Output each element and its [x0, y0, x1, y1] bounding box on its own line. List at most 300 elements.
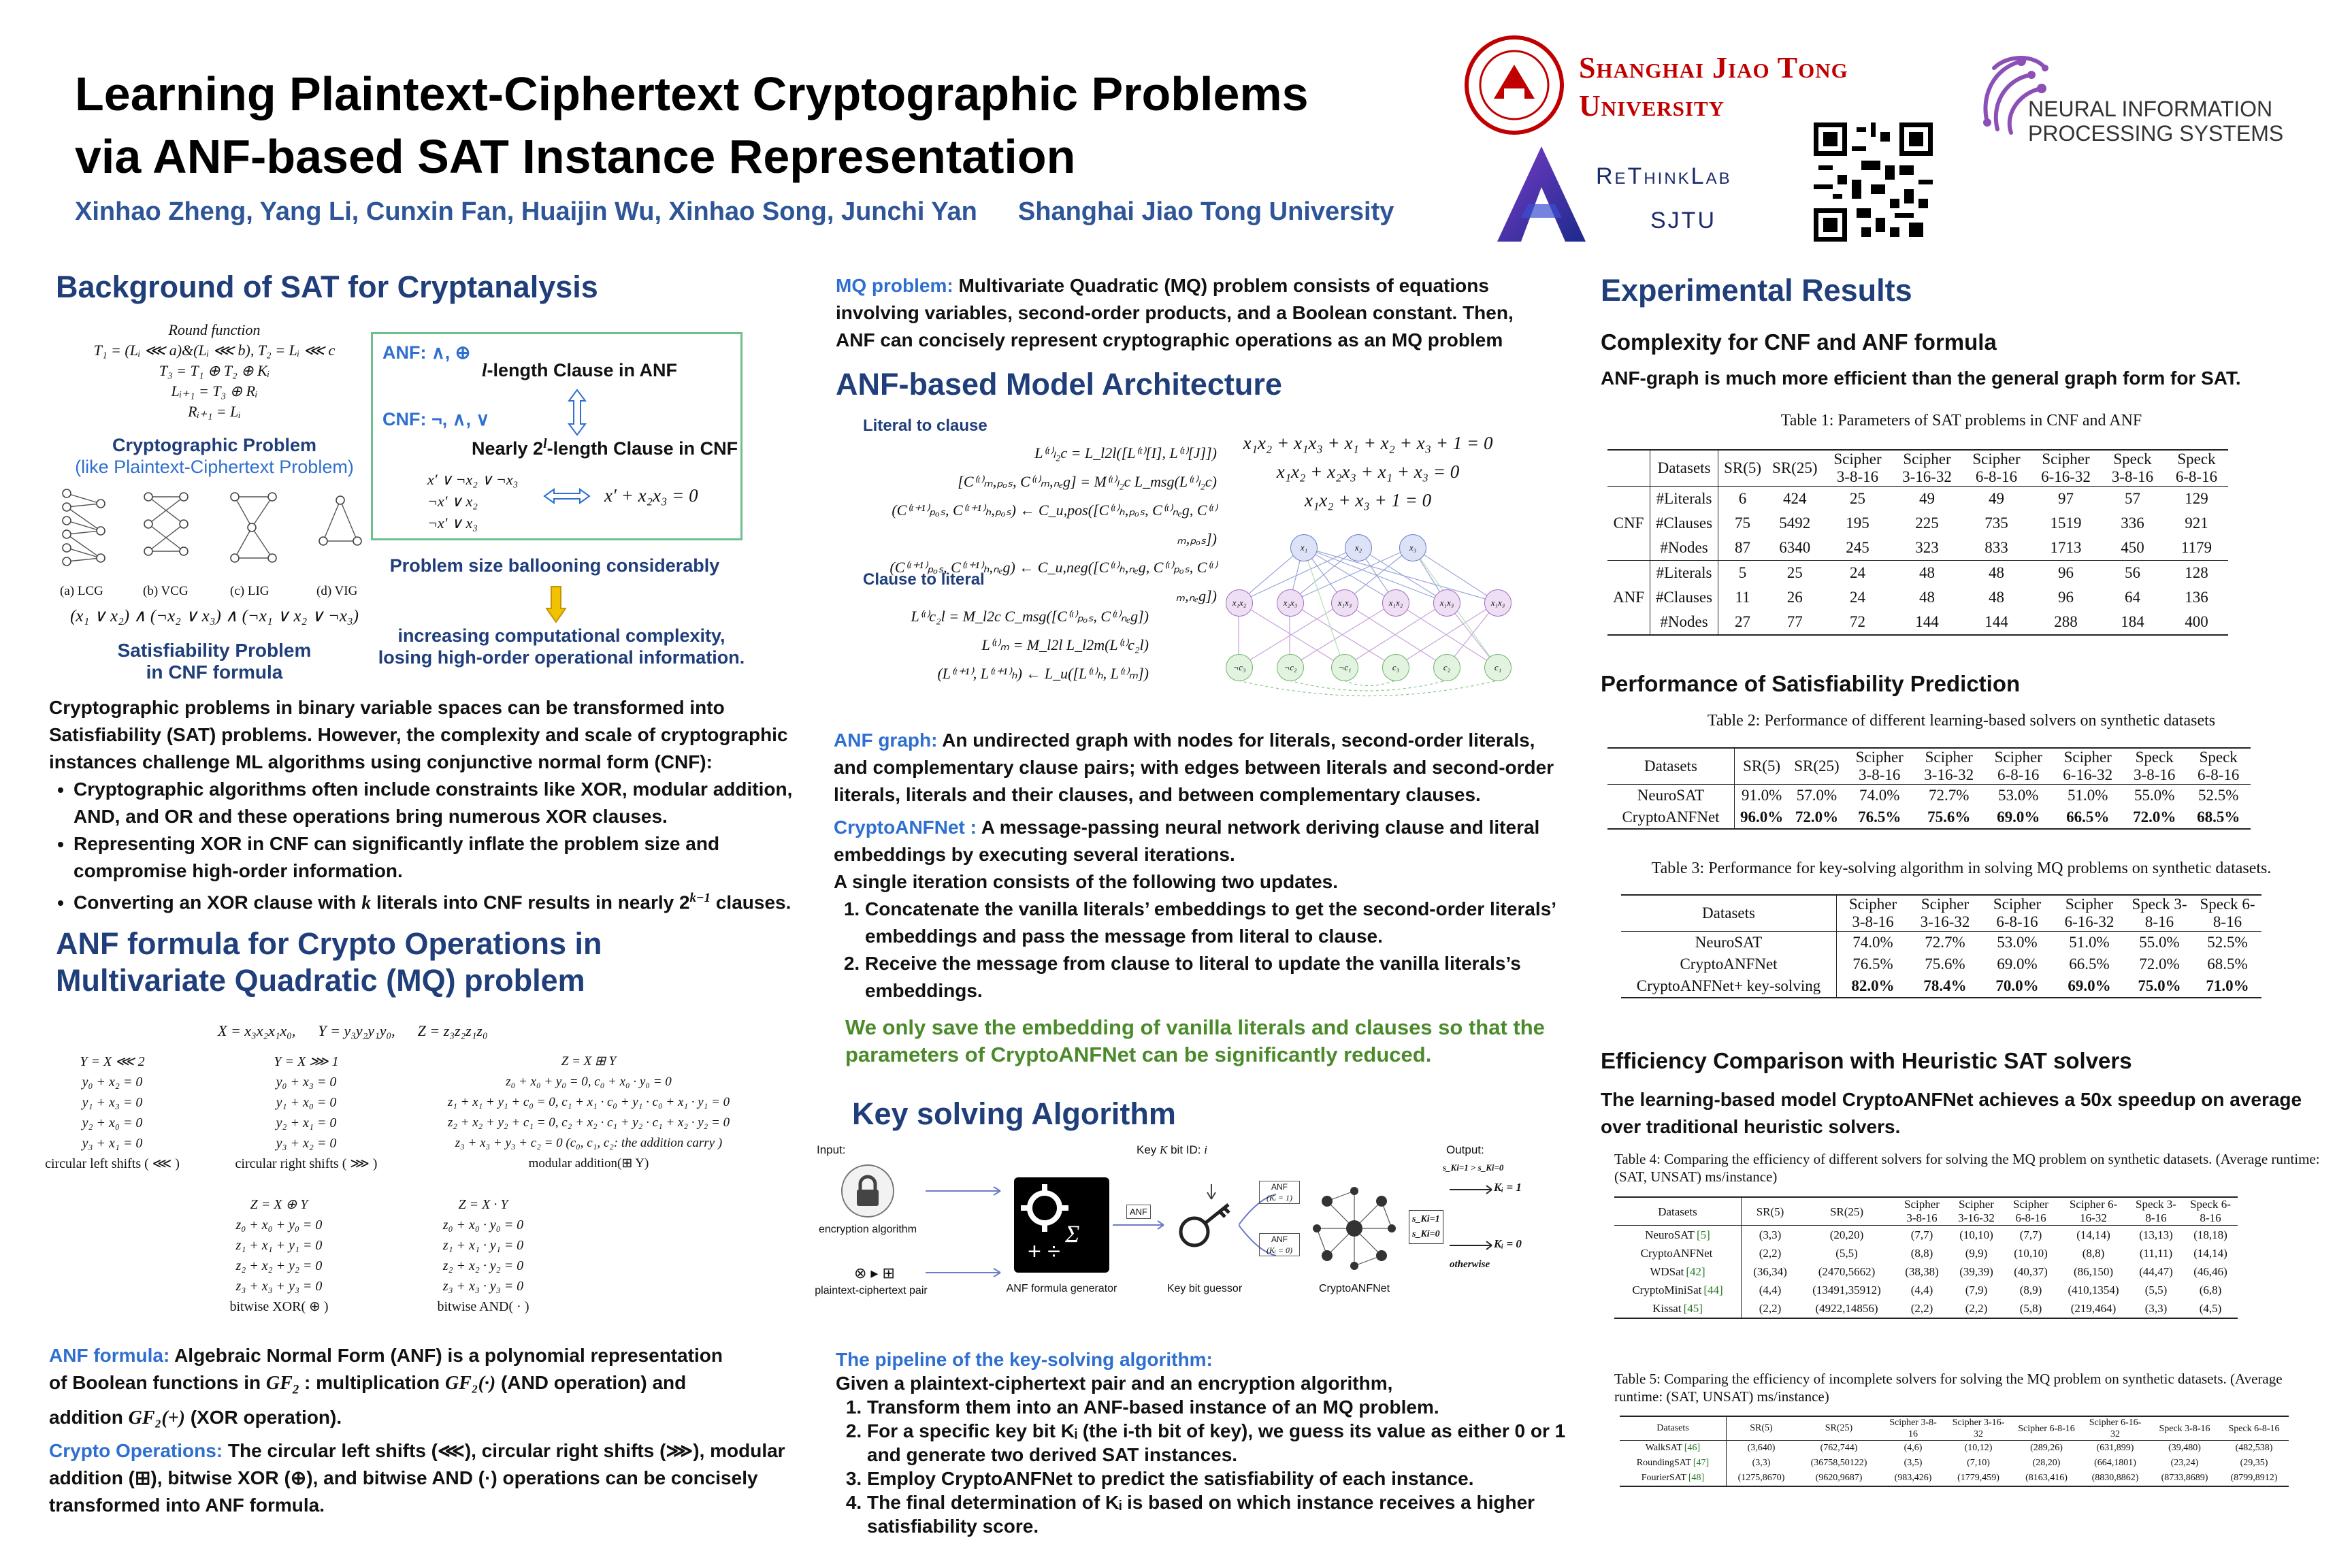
anf-formula-text	[49, 1342, 811, 1519]
table5-cell: (1275,8670)	[1727, 1471, 1797, 1486]
table5-cell: (983,426)	[1882, 1471, 1944, 1486]
table1-anf-cell: 24	[1849, 564, 1865, 581]
table4-cell: (219,464)	[2058, 1299, 2129, 1318]
graph-top-node-1: x₁	[1290, 534, 1318, 561]
right-shift-eq-4: y₃ + x₂ = 0	[276, 1136, 337, 1151]
background-intro: Cryptographic problems in binary variable spaces can be transformed into Satisfiability (SAT) problems. However, the complexity and scale of cryptographic instances challenge ML algorithms using conjunctive normal form (CNF):	[49, 697, 788, 772]
mq-example-equations	[1211, 429, 1524, 514]
ks-arrows-to-gen	[926, 1177, 1014, 1279]
right-shift-eq-3: y₂ + x₁ = 0	[276, 1115, 337, 1130]
table3-cell: 75.0%	[2125, 975, 2193, 998]
anf-graph-para	[834, 727, 1569, 808]
ks-anf-k0	[1259, 1233, 1300, 1256]
lock-icon	[840, 1164, 895, 1218]
table5-col-1: SR(5)	[1727, 1416, 1797, 1441]
table4-col-3: Scipher 3-8-16	[1895, 1197, 1949, 1226]
ks-key-bit-i: i	[1204, 1143, 1207, 1156]
cryptoanfnet-text: A message-passing neural network deriving clause and literal embeddings by executing several iterations.	[834, 817, 1540, 865]
table4-citation[interactable]: [44]	[1703, 1284, 1723, 1296]
qr-code[interactable]	[1814, 122, 1933, 242]
table1-cnf-cell: 323	[1892, 536, 1961, 561]
table5-citation[interactable]: [46]	[1684, 1443, 1701, 1453]
crypto-ops-text: The circular left shifts (⋘), circular right shifts (⋙), modular addition (⊞), bitwise XOR (⊕), and bitwise AND (·) operations can be concisely transformed into ANF formula.	[49, 1439, 785, 1516]
table3-cell: 66.5%	[2069, 956, 2110, 973]
table1-anf-cell: 72	[1823, 610, 1892, 635]
table4-cell: (2,2)	[1949, 1299, 2004, 1318]
sjtu-seal-icon	[1463, 34, 1565, 136]
l2c-eq-3: (C⁽ᵗ⁺¹⁾ₚₒₛ, C⁽ᵗ⁺¹⁾ₕ,ₚₒₛ) ← C_u,pos([C⁽ᵗ⁾ₕ,ₚₒₛ, C⁽ᵗ⁾ₙₑg, C⁽ᵗ⁾ₘ,ₚₒₛ])	[892, 502, 1217, 547]
anf-clause-note	[482, 360, 677, 381]
table5-col-4: Scipher 3-16-32	[1944, 1416, 2012, 1441]
table2-col-1: SR(5)	[1735, 748, 1789, 785]
ks-anf-k0-title: ANF	[1271, 1235, 1288, 1244]
table1-anf-cell: 27	[1718, 610, 1767, 635]
round-eq-3: Lᵢ₊₁ = T₃ ⊕ Rᵢ	[171, 382, 258, 399]
table1-cnf-cell: 129	[2185, 490, 2208, 507]
table5-col-6: Scipher 6-16-32	[2080, 1416, 2150, 1441]
ks-enc-label: encryption algorithm	[818, 1224, 917, 1235]
table4-cell: (44,47)	[2139, 1265, 2173, 1278]
literal-to-clause-label: Literal to clause	[863, 416, 987, 435]
bullet3-mid: literals into CNF results in nearly 2	[371, 892, 690, 913]
table4	[1614, 1196, 2238, 1319]
key-solving-figure	[810, 1143, 1524, 1327]
right-shift-block	[218, 1051, 395, 1174]
table4-cell: (8,8)	[2082, 1247, 2105, 1260]
sjtu-logo	[1463, 34, 1940, 129]
table1-col-7: Speck 3-8-16	[2100, 450, 2164, 487]
c2l-eq-1: L⁽ᵗ⁾c₂l = M_l2c C_msg([C⁽ᵗ⁾ₚₒₛ, C⁽ᵗ⁾ₙₑg])	[911, 608, 1149, 625]
l2c-eq-4: (C⁽ᵗ⁺¹⁾ₚₒₛ, C⁽ᵗ⁺¹⁾ₕ,ₙₑg) ← C_u,neg([C⁽ᵗ⁾ₕ,ₙₑg, C⁽ᵗ⁾ₚₒₛ, C⁽ᵗ⁾ₘ,ₙₑg])	[889, 559, 1217, 604]
modadd-eq-4: z₃ + x₃ + y₃ + c₂ = 0 (c₀, c₁, c₂: the addition carry )	[455, 1136, 723, 1150]
table2-cell: 66.5%	[2053, 806, 2123, 829]
modadd-eq-2: z₁ + x₁ + y₁ + c₀ = 0, c₁ + x₁ · c₀ + y₁ · c₀ + x₁ · y₁ = 0	[447, 1095, 730, 1109]
table5-cell: (664,1801)	[2094, 1458, 2136, 1468]
table4-solver-name: CryptoMiniSat	[1632, 1284, 1702, 1296]
ks-scores	[1409, 1210, 1443, 1244]
table4-solver-cell	[1614, 1244, 1742, 1262]
table5-solver-cell	[1620, 1456, 1727, 1471]
table4-solver-name: WDSat	[1650, 1265, 1684, 1278]
table1-anf-cell: 24	[1849, 589, 1865, 606]
ks-gen-label: ANF formula generator	[1006, 1283, 1117, 1294]
table1-anf-body	[1607, 561, 2228, 636]
graph-mid-node-5: x₁x₃	[1433, 589, 1460, 617]
table2-cell: 69.0%	[1984, 806, 2053, 829]
title-line-1: Learning Plaintext-Ciphertext Cryptographic Problems	[75, 67, 1309, 120]
ks-key-bit-k: K	[1160, 1143, 1168, 1156]
graph-bot-node-3: ¬c₁	[1331, 654, 1358, 681]
sat-problem-sub: in CNF formula	[146, 662, 283, 683]
table2-cell: NeuroSAT	[1607, 785, 1735, 807]
left-shift-eq-1: y₀ + x₂ = 0	[82, 1075, 143, 1090]
ks-arrow-out-1	[1450, 1183, 1497, 1196]
crypto-ops-kw: Crypto Operations:	[49, 1439, 223, 1461]
l2c-eq-1: L⁽ᵗ⁾ₗ₂c = L_l2l([L⁽ᵗ⁾[I], L⁽ᵗ⁾[J]])	[1034, 444, 1217, 461]
table4-cell: (18,18)	[2193, 1228, 2227, 1241]
table5-col-7: Speck 3-8-16	[2150, 1416, 2219, 1441]
left-shift-label: circular left shifts ( ⋘ )	[45, 1156, 180, 1171]
anf-formula-line2	[49, 1369, 811, 1404]
rethinklab-logo	[1494, 143, 1800, 252]
table5-cell: (1779,459)	[1944, 1471, 2012, 1486]
table4-cell: (3,3)	[1759, 1228, 1782, 1241]
results-heading: Experimental Results	[1601, 273, 1912, 308]
modadd-title: Z = X ⊞ Y	[561, 1054, 617, 1068]
table5-solver-name: RoundingSAT	[1636, 1458, 1691, 1468]
table5-citation[interactable]: [48]	[1688, 1473, 1705, 1483]
anf-cnf-box	[371, 332, 742, 540]
cryptoanfnet-kw: CryptoANFNet :	[834, 817, 977, 838]
table4-col-8: Speck 6-8-16	[2183, 1197, 2238, 1226]
ks-cond-1: s_Ki=1 > s_Ki=0	[1443, 1162, 1504, 1173]
table3-col-4: Scipher 6-16-32	[2053, 895, 2125, 932]
table1-cnf-row	[1607, 511, 2228, 536]
and-eq-1: z₀ + x₀ · y₀ = 0	[442, 1218, 524, 1232]
table1-anf-cell: 136	[2185, 589, 2208, 606]
neurips-logo	[1974, 48, 2328, 170]
double-arrow-icon	[567, 389, 587, 436]
table1-anf-cell: 64	[2124, 589, 2140, 606]
cnf-ops: CNF: ¬, ∧, ∨	[382, 409, 490, 429]
table1-cnf-cell: 87	[1718, 536, 1767, 561]
table5-cell: (28,20)	[2032, 1458, 2061, 1468]
table1-anf-cell: #Clauses	[1650, 585, 1718, 610]
table3-row	[1621, 932, 2261, 954]
anf-clause-eq: x′ + x₂x₃ = 0	[604, 485, 698, 506]
ks-pair-icons: ⊗▸⊞	[854, 1264, 899, 1281]
table1-cnf-cell: 921	[2185, 514, 2208, 532]
equivalence-arrow-icon	[543, 487, 591, 505]
table4-cell: (13491,35912)	[1812, 1284, 1881, 1296]
table5-row	[1620, 1456, 2289, 1471]
table2-cell: 96.0%	[1735, 806, 1789, 829]
ks-res-1: Kᵢ = 1	[1494, 1181, 1522, 1194]
table5-col-2: SR(25)	[1796, 1416, 1882, 1441]
mq-para	[836, 272, 1544, 354]
table4-cell: (38,38)	[1905, 1265, 1939, 1278]
pipeline-steps	[836, 1395, 1571, 1538]
table4-cell: (5,5)	[2144, 1284, 2168, 1296]
bullet3-k: k	[361, 892, 372, 914]
cnf-clause-3: ¬x′ ∨ x₃	[427, 514, 478, 532]
iteration-steps	[834, 896, 1569, 1004]
modadd-eq-3: z₂ + x₂ + y₂ + c₁ = 0, c₂ + x₂ · c₁ + y₂ · c₁ + x₂ · y₂ = 0	[447, 1115, 730, 1130]
right-shift-label: circular right shifts ( ⋙ )	[235, 1156, 378, 1171]
table3-cell: NeuroSAT	[1621, 932, 1837, 954]
table1-anf-cell: 144	[1961, 610, 2031, 635]
key-icon	[1171, 1184, 1239, 1259]
clause-to-literal-label: Clause to literal	[863, 570, 985, 589]
graph-bot-node-4: c₃	[1382, 654, 1409, 681]
table2-cell: 55.0%	[2134, 787, 2175, 804]
mq-eq-2: x₁x₂ + x₂x₃ + x₁ + x₃ = 0	[1276, 461, 1460, 482]
table2-cell: 57.0%	[1796, 787, 1838, 804]
crypto-ops-para	[49, 1437, 811, 1519]
xor-eq-4: z₃ + x₃ + y₃ = 0	[235, 1279, 323, 1294]
ks-guessor-label: Key bit guessor	[1166, 1283, 1243, 1294]
architecture-text	[834, 727, 1569, 1004]
graph-top-node-2: x₂	[1345, 534, 1372, 561]
table2-cell: 72.7%	[1928, 787, 1970, 804]
table1-cnf-cell: 5492	[1779, 514, 1811, 532]
and-eq-2: z₁ + x₁ · y₁ = 0	[442, 1238, 524, 1253]
table5-cell: (8733,8689)	[2150, 1471, 2219, 1486]
table1-anf-row	[1607, 610, 2228, 635]
poster-title	[75, 63, 1309, 188]
table1-cnf-cell: 735	[1984, 514, 2008, 532]
table5-cell: (7,10)	[1967, 1458, 1990, 1468]
table1-col-8: Speck 6-8-16	[2164, 450, 2228, 487]
table3-col-2: Scipher 3-16-32	[1909, 895, 1981, 932]
table4-cell: (410,1354)	[2068, 1284, 2119, 1296]
table1-anf-cell: 96	[2057, 564, 2074, 581]
table1-cnf-cell: 57	[2124, 490, 2140, 507]
round-eq-4: Rᵢ₊₁ = Lᵢ	[188, 403, 241, 420]
table1-anf-cell: 400	[2164, 610, 2228, 635]
and-eq-3: z₂ + x₂ · y₂ = 0	[442, 1258, 524, 1273]
cnf-clauses	[427, 469, 518, 534]
anf-formula-kw: ANF formula:	[49, 1345, 170, 1366]
table4-col-2: SR(25)	[1799, 1197, 1895, 1226]
table3-cell: 68.5%	[2207, 956, 2248, 973]
table5-cell: (23,24)	[2170, 1458, 2199, 1468]
author-line	[75, 197, 1394, 227]
anf-graph-kw: ANF graph:	[834, 730, 938, 751]
table3	[1621, 894, 2261, 998]
ks-pair-label: plaintext-ciphertext pair	[815, 1285, 928, 1296]
c2l-eq-2: L⁽ᵗ⁾ₘ = M_l2l L_l2m(L⁽ᵗ⁾c₂l)	[981, 636, 1149, 653]
table5-cell: (29,35)	[2240, 1458, 2268, 1468]
table1-anf-row	[1607, 585, 2228, 610]
table4-cell: (10,10)	[2014, 1247, 2048, 1260]
table2	[1607, 747, 2251, 830]
pipeline-step-3: 3. Employ CryptoANFNet to predict the satisfiability of each instance.	[867, 1467, 1571, 1490]
table4-solver-cell	[1614, 1299, 1742, 1318]
table4-col-7: Speck 3-8-16	[2129, 1197, 2183, 1226]
table5-caption: Table 5: Comparing the efficiency of incomplete solvers for solving the MQ problem on synthetic datasets. (Average runtime: (SAT, UNSAT) ms/instance)	[1614, 1371, 2283, 1405]
table4-cell: (3,3)	[2129, 1299, 2183, 1318]
pipeline-intro: Given a plaintext-ciphertext pair and an encryption algorithm,	[836, 1373, 1393, 1394]
table5-header	[1620, 1416, 2289, 1441]
c2l-equations	[863, 602, 1149, 688]
table1-anf-cell: 184	[2100, 610, 2164, 635]
table4-solver-name: Kissat	[1652, 1302, 1682, 1315]
table4-cell: (86,150)	[2073, 1265, 2114, 1278]
ks-key-bit-label	[1137, 1143, 1207, 1157]
graph-types-figure	[54, 483, 374, 578]
table4-cell: (2470,5662)	[1818, 1265, 1876, 1278]
table2-row	[1607, 806, 2251, 829]
table4-cell: (20,20)	[1829, 1228, 1864, 1241]
eff-heading: Efficiency Comparison with Heuristic SAT solvers	[1601, 1048, 2132, 1073]
table3-cell: 82.0%	[1837, 975, 1910, 998]
left-shift-eq-2: y₁ + x₃ = 0	[82, 1095, 143, 1110]
table4-cell: (39,39)	[1959, 1265, 1993, 1278]
neurips-line1: NEURAL INFORMATION	[2028, 97, 2273, 121]
crypto-problem-title: Cryptographic Problem	[112, 435, 317, 455]
table2-col-4: Scipher 3-16-32	[1914, 748, 1984, 785]
table3-cell: 74.0%	[1852, 934, 1893, 951]
table3-col-1: Scipher 3-8-16	[1837, 895, 1910, 932]
iteration-step-2: 2. Receive the message from clause to literal to update the vanilla literals’s embeddings.	[865, 950, 1569, 1004]
table1-col-4: Scipher 3-16-32	[1892, 450, 1961, 487]
authors: Xinhao Zheng, Yang Li, Cunxin Fan, Huaijin Wu, Xinhao Song, Junchi Yan	[75, 197, 977, 226]
table3-body	[1621, 932, 2261, 998]
table4-cell: (7,9)	[1965, 1284, 1988, 1296]
table3-header	[1621, 895, 2261, 932]
table4-citation[interactable]: [45]	[1683, 1302, 1703, 1315]
table3-cell: CryptoANFNet+ key-solving	[1621, 975, 1837, 998]
graph-bot-node-1: ¬c₃	[1226, 654, 1253, 681]
table5-body	[1620, 1441, 2289, 1487]
crypto-problem-label	[61, 434, 368, 478]
table5-cell: (289,26)	[2030, 1443, 2063, 1453]
key-solving-heading: Key solving Algorithm	[852, 1096, 1176, 1131]
table1-anf-cell: 96	[2057, 589, 2074, 606]
table4-solver-cell	[1614, 1262, 1742, 1281]
table2-caption: Table 2: Performance of different learning-based solvers on synthetic datasets	[1707, 712, 2216, 730]
mq-kw: MQ problem:	[836, 275, 953, 296]
table1-cnf-cell: 225	[1915, 514, 1939, 532]
mq-eq-3: x₁x₂ + x₃ + 1 = 0	[1304, 490, 1432, 510]
table1-cnf-cell: #Nodes	[1650, 536, 1718, 561]
table1-cnf-body	[1607, 487, 2228, 561]
table4-cell: (14,14)	[2193, 1247, 2227, 1260]
complexity-note: ANF-graph is much more efficient than the general graph form for SAT.	[1601, 368, 2241, 389]
table3-cell: 76.5%	[1852, 956, 1893, 973]
table5-solver-cell	[1620, 1441, 1727, 1456]
table1-cnf-group-label: CNF	[1607, 487, 1650, 561]
anf-formula-mult: GF₂(·)	[444, 1373, 496, 1394]
anf-crypto-heading	[56, 926, 602, 999]
table3-row	[1621, 953, 2261, 975]
table1-anf-cell: #Nodes	[1650, 610, 1718, 635]
anf-formula-gf-sub: 2	[292, 1382, 299, 1397]
table4-solver-name: NeuroSAT	[1645, 1228, 1695, 1241]
neural-net-icon	[1310, 1184, 1399, 1273]
table4-body	[1614, 1226, 2238, 1319]
affiliation: Shanghai Jiao Tong University	[1017, 197, 1394, 226]
table1-cnf-cell: 450	[2100, 536, 2164, 561]
anf-formula-t3b: (XOR operation).	[184, 1406, 342, 1428]
ks-score-0: s_Ki=0	[1412, 1229, 1440, 1239]
left-shift-block	[27, 1051, 197, 1174]
anf-formula-t2b: : multiplication	[299, 1372, 445, 1393]
pipeline-step-4: 4. The final determination of Kᵢ is based on which instance receives a higher satisfiability score.	[867, 1490, 1571, 1538]
sat-problem-title: Satisfiability Problem	[117, 640, 312, 661]
ks-anf-k1	[1259, 1181, 1300, 1204]
table4-cell: (9,9)	[1965, 1247, 1988, 1260]
ks-res-0: Kᵢ = 0	[1494, 1237, 1522, 1250]
table2-col-5: Scipher 6-8-16	[1984, 748, 2053, 785]
round-eq-1: T₁ = (Lᵢ ⋘ a)&(Lᵢ ⋘ b), T₂ = Lᵢ ⋘ c	[93, 342, 336, 359]
table1-anf-group-label: ANF	[1607, 561, 1650, 636]
ks-key-bit-pre: Key	[1137, 1143, 1160, 1156]
table3-cell: 52.5%	[2207, 934, 2248, 951]
table5-solver-cell	[1620, 1471, 1727, 1486]
svg-text:Σ: Σ	[1065, 1220, 1080, 1247]
eff-note: The learning-based model CryptoANFNet achieves a 50x speedup on average over traditional heuristic solvers.	[1601, 1089, 2302, 1137]
table2-cell: 76.5%	[1845, 806, 1914, 829]
table2-col-7: Speck 3-8-16	[2123, 748, 2187, 785]
table4-col-4: Scipher 3-16-32	[1949, 1197, 2004, 1226]
perf-heading: Performance of Satisfiability Prediction	[1601, 671, 2021, 696]
table1-corner	[1607, 450, 1650, 487]
background-bullet-3	[74, 885, 811, 917]
anf-generator-box	[1014, 1177, 1109, 1273]
table2-cell: 91.0%	[1741, 787, 1782, 804]
round-function-block	[61, 320, 368, 422]
table3-cell: 69.0%	[2053, 975, 2125, 998]
xor-eq-1: z₀ + x₀ + y₀ = 0	[235, 1218, 323, 1232]
anf-graph-figure	[1198, 524, 1524, 721]
table5-cell: (3,5)	[1904, 1458, 1923, 1468]
table5-citation[interactable]: [47]	[1693, 1458, 1710, 1468]
left-shift-eq-4: y₃ + x₁ = 0	[82, 1136, 143, 1151]
graph-label-lcg: (a) LCG	[60, 584, 103, 598]
ks-arrow-to-guessor	[1113, 1218, 1167, 1232]
table1-cnf-cell: 1713	[2031, 536, 2100, 561]
table1-anf-cell: 5	[1738, 564, 1747, 581]
graph-mid-node-4: x₁x₂	[1382, 589, 1409, 617]
modadd-block	[385, 1051, 793, 1174]
anf-clause-l: l	[482, 360, 487, 380]
table4-citation[interactable]: [5]	[1696, 1228, 1710, 1241]
ks-anf-k1-title: ANF	[1271, 1182, 1288, 1192]
table2-cell: 52.5%	[2198, 787, 2239, 804]
table3-cell: 78.4%	[1909, 975, 1981, 998]
table4-cell: (4922,14856)	[1799, 1299, 1895, 1318]
table2-col-3: Scipher 3-8-16	[1845, 748, 1914, 785]
table4-citation[interactable]: [42]	[1686, 1265, 1705, 1278]
anf-formula-gf: GF	[265, 1373, 293, 1394]
table1-anf-cell: 48	[1918, 589, 1935, 606]
c2l-eq-3: (L⁽ᵗ⁺¹⁾, L⁽ᵗ⁺¹⁾ₕ) ← L_u([L⁽ᵗ⁾ₕ, L⁽ᵗ⁾ₘ])	[937, 665, 1149, 682]
left-shift-title: Y = X ⋘ 2	[80, 1054, 145, 1069]
table1-cnf-cell: 6	[1738, 490, 1747, 507]
pipeline-step-1: 1. Transform them into an ANF-based instance of an MQ problem.	[867, 1395, 1571, 1419]
table2-cell: CryptoANFNet	[1607, 806, 1735, 829]
table3-cell: 71.0%	[2193, 975, 2261, 998]
table3-caption: Table 3: Performance for key-solving algorithm in solving MQ problems on synthetic datasets.	[1651, 860, 2272, 877]
table1-col-5: Scipher 6-8-16	[1961, 450, 2031, 487]
round-eq-2: T₃ = T₁ ⊕ T₂ ⊕ Kᵢ	[159, 362, 270, 379]
pipeline-text	[836, 1348, 1571, 1538]
graph-mid-node-2: x₂x₃	[1277, 589, 1304, 617]
architecture-heading: ANF-based Model Architecture	[836, 367, 1282, 402]
table4-cell: (11,11)	[2139, 1247, 2173, 1260]
table1-caption: Table 1: Parameters of SAT problems in CNF and ANF	[1780, 412, 2142, 429]
table4-cell: (40,37)	[2014, 1265, 2048, 1278]
table4-solver-cell	[1614, 1281, 1742, 1299]
table1-anf-cell: 25	[1786, 564, 1803, 581]
table3-cell: 55.0%	[2139, 934, 2180, 951]
table1-cnf-row	[1607, 487, 2228, 512]
xor-eq-2: z₁ + x₁ + y₁ = 0	[235, 1238, 323, 1253]
table4-cell: (7,7)	[2019, 1228, 2042, 1241]
down-arrow-icon	[546, 585, 566, 623]
table4-cell: (4,4)	[1759, 1284, 1782, 1296]
table5-row	[1620, 1471, 2289, 1486]
anf-crypto-heading-1: ANF formula for Crypto Operations in	[56, 926, 602, 961]
right-shift-eq-2: y₁ + x₀ = 0	[276, 1095, 337, 1110]
table5-cell: (482,538)	[2235, 1443, 2273, 1453]
svg-text:+ ÷: + ÷	[1028, 1239, 1060, 1264]
table2-header	[1607, 748, 2251, 785]
consequence-note: increasing computational complexity, losing high-order operational information.	[378, 625, 745, 668]
table4-cell: (8,8)	[1910, 1247, 1933, 1260]
